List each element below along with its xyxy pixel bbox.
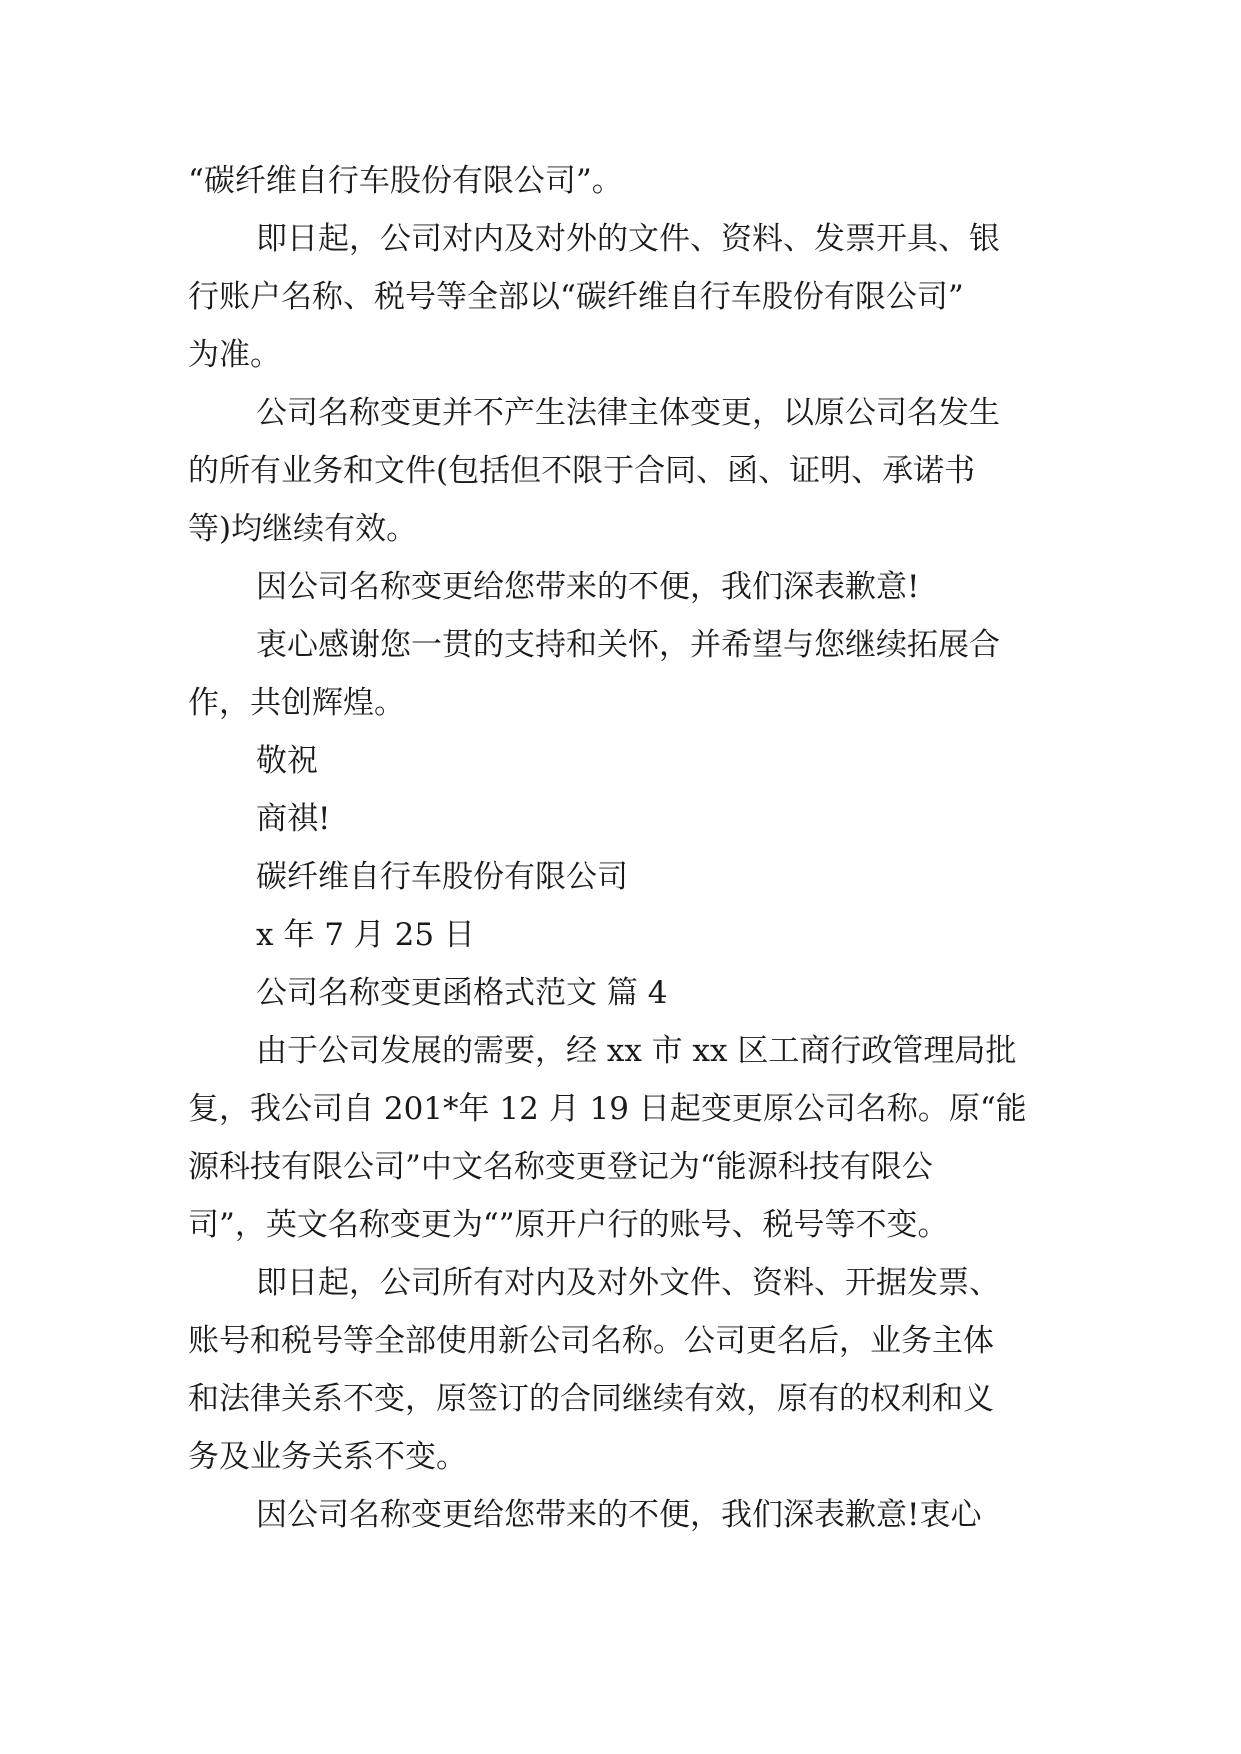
text-line: 因公司名称变更给您带来的不便，我们深表歉意! — [256, 569, 920, 605]
text-line: 和法律关系不变，原签订的合同继续有效，原有的权利和义 — [188, 1381, 994, 1417]
document-body — [188, 152, 1050, 1544]
text-line: 碳纤维自行车股份有限公司 — [256, 859, 628, 895]
text-line: 衷心感谢您一贯的支持和关怀，并希望与您继续拓展合 — [256, 627, 1000, 663]
text-line: x 年 7 月 25 日 — [256, 917, 475, 953]
text-line: 即日起，公司对内及对外的文件、资料、发票开具、银 — [256, 221, 1000, 257]
text-line: 由于公司发展的需要，经 xx 市 xx 区工商行政管理局批 — [256, 1033, 1017, 1069]
text-line: 作，共创辉煌。 — [188, 685, 405, 721]
text-line: “碳纤维自行车股份有限公司”。 — [188, 163, 623, 199]
text-line: 司”，英文名称变更为“”原开户行的账号、税号等不变。 — [188, 1207, 949, 1243]
text-line: 行账户名称、税号等全部以“碳纤维自行车股份有限公司” — [188, 279, 964, 315]
text-line: 复，我公司自 201*年 12 月 19 日起变更原公司名称。原“能 — [188, 1091, 1027, 1127]
text-line: 账号和税号等全部使用新公司名称。公司更名后，业务主体 — [188, 1323, 994, 1359]
text-line: 公司名称变更函格式范文 篇 4 — [256, 975, 668, 1011]
text-line: 即日起，公司所有对内及对外文件、资料、开据发票、 — [256, 1265, 1000, 1301]
text-line: 公司名称变更并不产生法律主体变更，以原公司名发生 — [256, 395, 1000, 431]
text-line: 源科技有限公司”中文名称变更登记为“能源科技有限公 — [188, 1149, 933, 1185]
text-line: 敬祝 — [256, 743, 318, 779]
text-line: 商祺! — [256, 801, 331, 837]
text-line: 因公司名称变更给您带来的不便，我们深表歉意!衷心 — [256, 1497, 982, 1533]
text-line: 的所有业务和文件(包括但不限于合同、函、证明、承诺书 — [188, 453, 976, 489]
text-line: 务及业务关系不变。 — [188, 1439, 467, 1475]
text-line: 为准。 — [188, 337, 281, 373]
text-line: 等)均继续有效。 — [188, 511, 418, 547]
